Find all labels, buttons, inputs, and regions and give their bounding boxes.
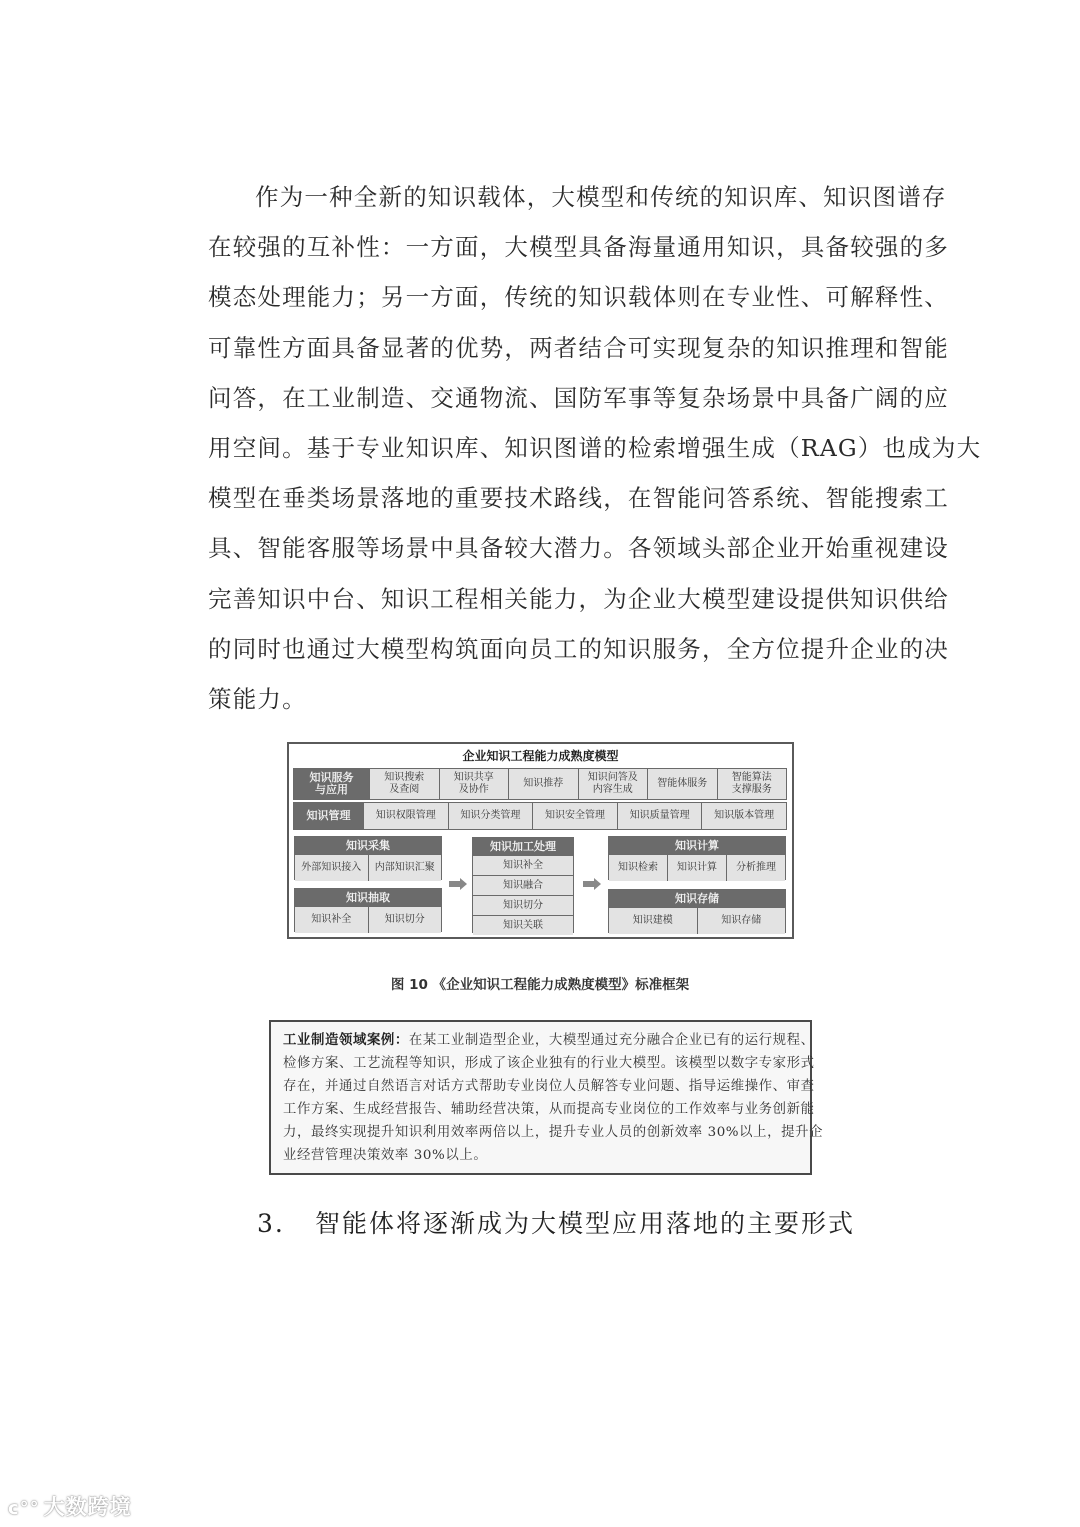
diagram-cell xyxy=(718,769,787,799)
diagram-cell: 内部知识汇聚 xyxy=(369,855,442,881)
process-box xyxy=(472,837,574,933)
cell-label: 知识共享及协作 xyxy=(453,772,494,795)
cell-label: 知识搜索及查阅 xyxy=(384,772,425,795)
cell-label: 智能算法支撑服务 xyxy=(731,772,772,795)
diagram-cell: 知识检索 xyxy=(609,855,668,881)
watermark xyxy=(8,1491,132,1521)
case-line: 力，最终实现提升知识利用效率两倍以上，提升专业人员的创新效率 30%以上，提升企 xyxy=(283,1125,824,1140)
case-study-box xyxy=(269,1020,824,1175)
paragraph-line: 模型在垂类场景落地的重要技术路线，在智能问答系统、智能搜索工 xyxy=(208,484,949,513)
box-header: 知识加工处理 xyxy=(473,838,573,855)
figure-caption: 图 10 《企业知识工程能力成熟度模型》标准框架 xyxy=(390,977,690,993)
diagram-cell: 知识分类管理 xyxy=(449,803,534,829)
case-text: 在某工业制造型企业，大模型通过充分融合企业已有的运行规程、 xyxy=(408,1033,815,1048)
diagram-cell: 知识存储 xyxy=(698,908,786,934)
paragraph-line: 完善知识中台、知识工程相关能力，为企业大模型建设提供知识供给 xyxy=(208,584,949,613)
diagram-cell: 外部知识接入 xyxy=(295,855,369,881)
diagram-cell: 知识建模 xyxy=(609,908,698,934)
diagram-cell xyxy=(440,769,510,799)
row-header-label: 知识服务与应用 xyxy=(309,771,354,796)
case-line: 检修方案、工艺流程等知识，形成了该企业独有的行业大模型。该模型以数字专家形式 xyxy=(283,1056,815,1071)
diagram-cell: 知识补全 xyxy=(473,855,573,875)
paragraph-line: 问答，在工业制造、交通物流、国防军事等复杂场景中具备广阔的应 xyxy=(208,383,949,412)
case-line: 存在，并通过自然语言对话方式帮助专业岗位人员解答专业问题、指导运维操作、审查 xyxy=(283,1079,815,1094)
paragraph-line: 模态处理能力；另一方面，传统的知识载体则在专业性、可解释性、 xyxy=(208,283,949,312)
diagram-cell: 知识安全管理 xyxy=(533,803,618,829)
row-header xyxy=(294,769,370,799)
diagram-cell: 知识融合 xyxy=(473,875,573,895)
section-number: 3. xyxy=(257,1209,285,1238)
extract-box xyxy=(294,888,442,932)
maturity-model-diagram xyxy=(287,742,794,939)
row-header: 知识管理 xyxy=(294,803,364,829)
diagram-cell: 知识关联 xyxy=(473,915,573,935)
box-header: 知识采集 xyxy=(295,837,441,854)
diagram-cell: 知识权限管理 xyxy=(364,803,449,829)
paragraph-line: 具、智能客服等场景中具备较大潜力。各领域头部企业开始重视建设 xyxy=(208,534,949,563)
diagram-cell: 知识质量管理 xyxy=(618,803,703,829)
paragraph-line: 用空间。基于专业知识库、知识图谱的检索增强生成（RAG）也成为大 xyxy=(208,434,982,463)
diagram-cell: 知识切分 xyxy=(473,895,573,915)
diagram-cell: 知识计算 xyxy=(668,855,727,881)
box-header: 知识抽取 xyxy=(295,889,441,906)
diagram-cell xyxy=(509,769,579,799)
paragraph-line: 在较强的互补性：一方面，大模型具备海量通用知识，具备较强的多 xyxy=(208,233,949,262)
collect-box xyxy=(294,836,442,880)
diagram-cell xyxy=(648,769,718,799)
cell-label: 智能体服务 xyxy=(657,778,708,789)
watermark-text: 大数跨境 xyxy=(43,1495,132,1519)
case-line xyxy=(283,1029,815,1052)
cell-label: 知识推荐 xyxy=(523,778,564,789)
brand-logo-icon: ᴄ°° xyxy=(8,1498,40,1519)
paragraph-line: 作为一种全新的知识载体，大模型和传统的知识库、知识图谱存 xyxy=(255,183,947,211)
section-heading xyxy=(257,1204,855,1240)
diagram-cell: 知识补全 xyxy=(295,907,369,933)
case-line: 业经营管理决策效率 30%以上。 xyxy=(283,1148,488,1163)
diagram-title: 企业知识工程能力成熟度模型 xyxy=(462,749,619,763)
section-title: 智能体将逐渐成为大模型应用落地的主要形式 xyxy=(315,1209,856,1238)
arrow-right-icon xyxy=(449,880,467,888)
box-header: 知识计算 xyxy=(609,837,785,854)
cell-label: 知识问答及内容生成 xyxy=(587,772,638,795)
diagram-cell xyxy=(370,769,440,799)
diagram-cell xyxy=(579,769,649,799)
service-application-row xyxy=(293,768,787,800)
arrow-right-icon xyxy=(583,880,601,888)
storage-box xyxy=(608,889,786,933)
knowledge-management-row xyxy=(293,802,787,830)
diagram-cell: 知识切分 xyxy=(369,907,442,933)
diagram-cell: 分析推理 xyxy=(727,855,785,881)
paragraph-line: 策能力。 xyxy=(208,685,307,714)
compute-box xyxy=(608,836,786,880)
body-paragraph xyxy=(208,172,982,724)
paragraph-line: 的同时也通过大模型构筑面向员工的知识服务，全方位提升企业的决 xyxy=(208,634,949,663)
diagram-cell: 知识版本管理 xyxy=(702,803,786,829)
case-line: 工作方案、生成经营报告、辅助经营决策，从而提高专业岗位的工作效率与业务创新能 xyxy=(283,1102,815,1117)
case-label: 工业制造领域案例： xyxy=(283,1032,409,1048)
paragraph-line: 可靠性方面具备显著的优势，两者结合可实现复杂的知识推理和智能 xyxy=(208,333,949,362)
box-header: 知识存储 xyxy=(609,890,785,907)
